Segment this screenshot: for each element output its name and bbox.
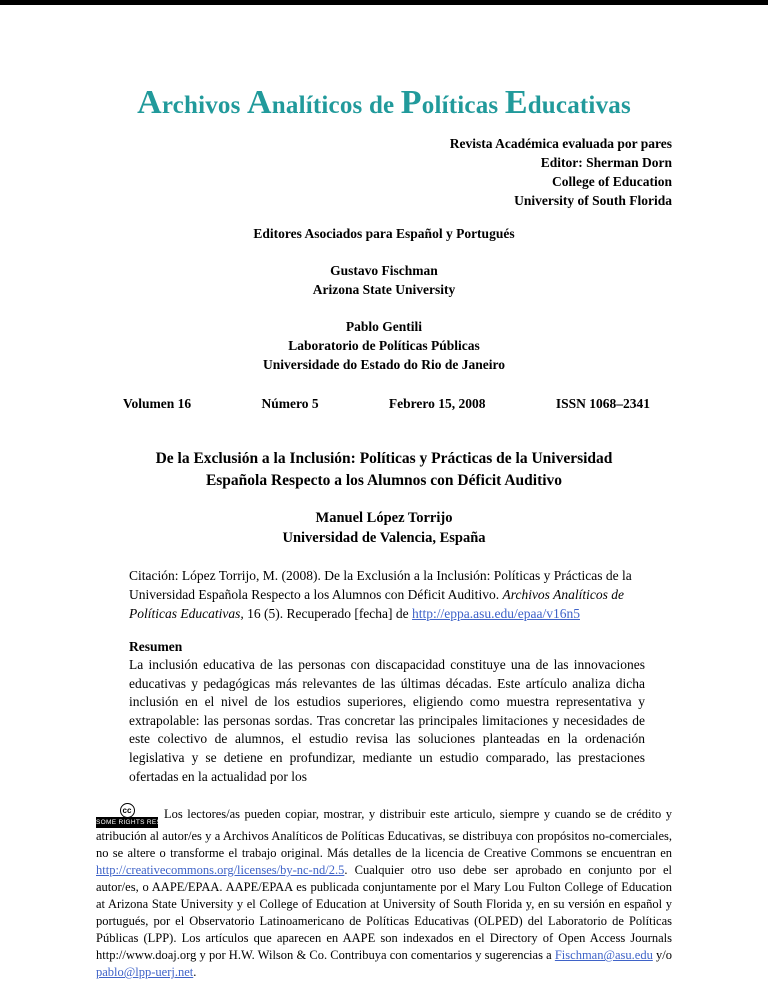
pablo-email-link[interactable]: pablo@lpp-uerj.net — [96, 965, 194, 980]
issue-info-row — [0, 396, 768, 412]
author-affiliation: Universidad de Valencia, España — [282, 530, 486, 546]
editor-gentili-block — [0, 317, 768, 374]
editor-affiliation: Arizona State University — [312, 282, 456, 297]
journal-title-word: Políticas — [400, 84, 499, 121]
review-info — [0, 134, 768, 210]
issue-number: Número 5 — [261, 396, 319, 411]
author-name: Manuel López Torrijo — [315, 510, 453, 526]
editor-name: Gustavo Fischman — [330, 263, 438, 278]
journal-title-word: Analíticos — [247, 84, 363, 121]
citation-text: Citación: López Torrijo, M. (2008). De la Exclusión a la Inclusión: Políticas y Prácticas de la Universidad Española Respecto a los Alumnos con Déficit Auditivo. — [129, 568, 632, 602]
review-line-editor: Editor: Sherman Dorn — [540, 155, 672, 170]
abstract-heading: Resumen — [129, 639, 183, 654]
article-title — [96, 448, 672, 492]
license-text: . Cualquier otro uso debe ser aprobado en conjunto por el autor/es, o AAPE/EPAA. AAPE/EPAA es publicada conjuntamente por el Mary Lou Fulton College of Education at Arizona State University y el College of Education at University of South Florida y, en su versión en español y portugués, por el Observatorio Latinoamericano de Políticas Educativas (OLPED) del Laboratorio de Políticas Públicas (LPP). Los artículos que aparecen en AAPE son indexados en el Directory of Open Access Journals http://www.doaj.org y por H.W. Wilson & Co. Contribuya con comentarios y sugerencias a — [96, 863, 672, 963]
editor-fischman-block — [0, 261, 768, 299]
journal-title-word: de — [368, 92, 395, 119]
license-text: . — [193, 965, 197, 980]
citation-text: 16 (5). Recuperado [fecha] de — [243, 606, 413, 621]
cc-badge-label: SOME RIGHTS RESERVED — [96, 819, 185, 827]
issue-issn: ISSN 1068–2341 — [555, 396, 650, 411]
article-title-line2: Española Respecto a los Alumnos con Déficit Auditivo — [205, 472, 563, 489]
editor-name: Pablo Gentili — [345, 319, 423, 334]
review-line-peer: Revista Académica evaluada por pares — [449, 136, 672, 151]
creative-commons-link[interactable]: http://creativecommons.org/licenses/by-nc-nd/2.5 — [96, 863, 345, 878]
associate-editors-heading: Editores Asociados para Español y Portugués — [253, 226, 515, 241]
fischman-email-link[interactable]: Fischman@asu.edu — [554, 948, 653, 963]
journal-title — [0, 84, 768, 122]
review-line-university: University of South Florida — [514, 193, 672, 208]
editor-affiliation: Laboratorio de Políticas Públicas — [288, 338, 480, 353]
review-line-college: College of Education — [552, 174, 672, 189]
license-text: Los lectores/as pueden copiar, mostrar, y distribuir este articulo, siempre y cuando se de crédito y atribución al autor/es y a Archivos Analíticos de Políticas Educativas, se distribuya con propósitos no-comerciales, no se altere o transforme el trabajo original. Más detalles de la licencia de Creative Commons se encuentran en — [96, 807, 672, 861]
citation-url-link[interactable]: http://eppa.asu.edu/epaa/v16n5 — [412, 606, 580, 621]
journal-title-word: Archivos — [137, 84, 241, 121]
top-rule — [0, 0, 768, 5]
abstract-paragraph: La inclusión educativa de las personas con discapacidad constituye una de las innovaciones educativas y pedagógicas más relevantes de las últimas décadas. Este artículo analiza dicha inclusión en el nivel de los estudios superiores, eligiendo como muestra representativa y extrapolable: las personas sordas. Tras concretar las principales limitaciones y necesidades de este colectivo de alumnos, el estudio revisa las soluciones planteadas en la ordenación legislativa y se detiene en profundizar, mediante un estudio comparado, las prestaciones ofertadas en la actualidad por los — [129, 657, 645, 784]
editor-affiliation: Universidade do Estado do Rio de Janeiro — [262, 357, 506, 372]
issue-date: Febrero 15, 2008 — [388, 396, 486, 411]
journal-title-word: Educativas — [504, 84, 631, 121]
cc-logo-icon: cc — [96, 802, 158, 817]
license-paragraph — [96, 802, 672, 981]
issue-volume: Volumen 16 — [123, 396, 192, 411]
author-block — [0, 508, 768, 548]
creative-commons-badge[interactable] — [96, 802, 185, 828]
article-title-line1: De la Exclusión a la Inclusión: Políticas y Prácticas de la Universidad — [155, 450, 613, 467]
citation-journal-name: Archivos Analíticos de Políticas Educativas, — [129, 587, 624, 621]
citation-paragraph — [129, 566, 645, 623]
license-text: y/o — [652, 948, 672, 963]
